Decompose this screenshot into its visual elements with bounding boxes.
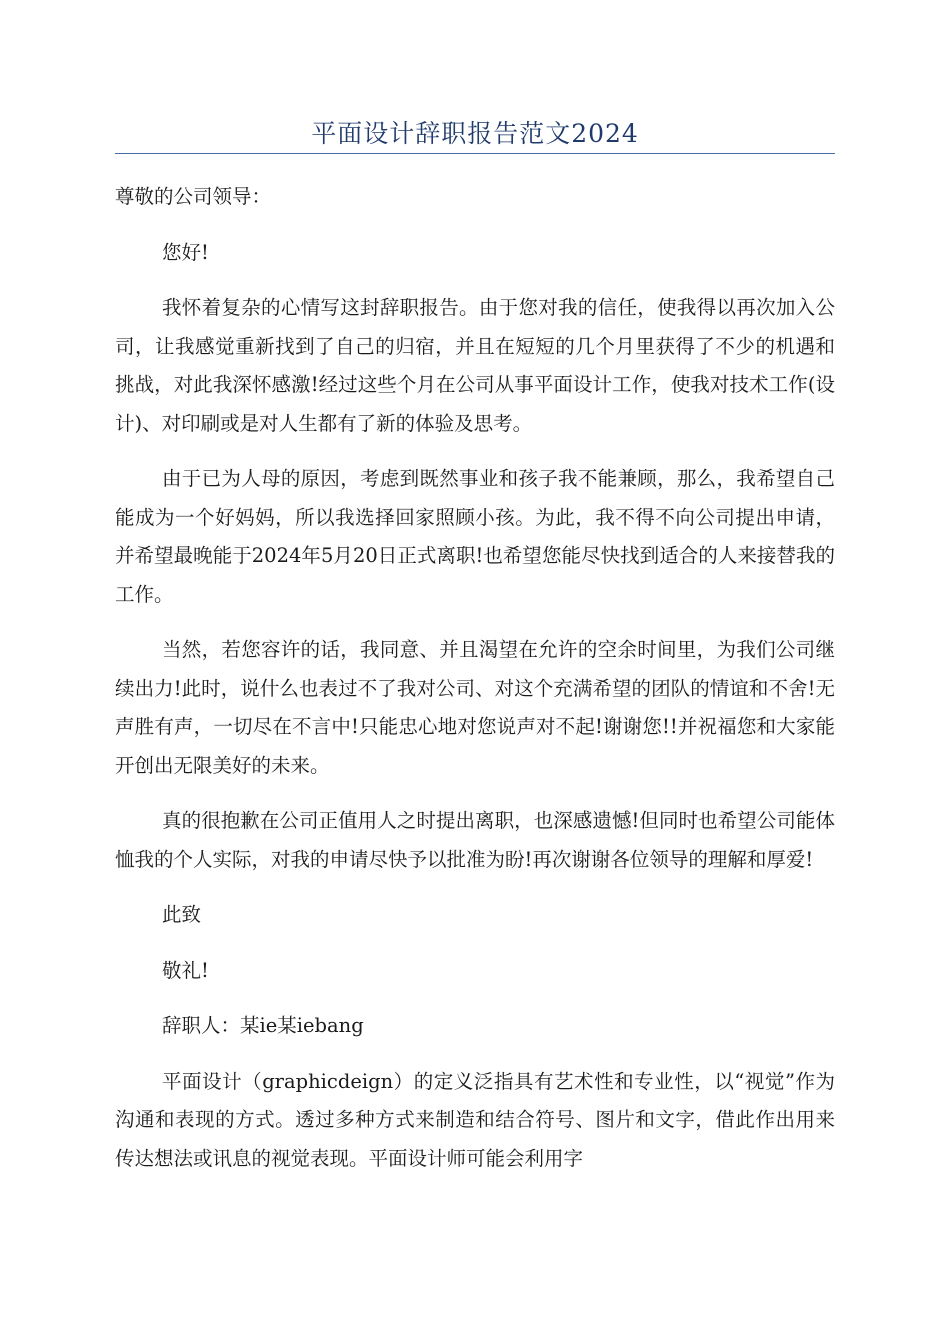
- closing-line-2: 敬礼!: [162, 958, 209, 982]
- definition-paragraph: 平面设计（graphicdeign）的定义泛指具有艺术性和专业性，以“视觉”作为沟通和表现的方式。透过多种方式来制造和结合符号、图片和文字，借此作出用来传达想法或讯息的视觉表现。平面设计师可能会利用字: [115, 1069, 835, 1170]
- greeting: 您好!: [162, 240, 209, 264]
- paragraph-4: 真的很抱歉在公司正值用人之时提出离职，也深感遗憾!但同时也希望公司能体恤我的个人实际，对我的申请尽快予以批准为盼!再次谢谢各位领导的理解和厚爱!: [115, 809, 835, 871]
- title-underline: [115, 153, 835, 154]
- signature: 辞职人：某ie某iebang: [162, 1014, 364, 1037]
- salutation: 尊敬的公司领导：: [115, 185, 272, 208]
- document-title: 平面设计辞职报告范文2024: [311, 119, 639, 148]
- closing-line-1: 此致: [162, 903, 202, 926]
- paragraph-1: 我怀着复杂的心情写这封辞职报告。由于您对我的信任，使我得以再次加入公司，让我感觉重新找到了自己的归宿，并且在短短的几个月里获得了不少的机遇和挑战，对此我深怀感激!经过这些个月在公司从事平面设计工作，使我对技术工作(设计)、对印刷或是对人生都有了新的体验及思考。: [115, 296, 835, 435]
- paragraph-3: 当然，若您容许的话，我同意、并且渴望在允许的空余时间里，为我们公司继续出力!此时，说什么也表过不了我对公司、对这个充满希望的团队的情谊和不舍!无声胜有声，一切尽在不言中!只能忠心地对您说声对不起!谢谢您!!并祝福您和大家能开创出无限美好的未来。: [115, 638, 835, 777]
- document-body: [115, 178, 835, 1195]
- paragraph-2: 由于已为人母的原因，考虑到既然事业和孩子我不能兼顾，那么，我希望自己能成为一个好妈妈，所以我选择回家照顾小孩。为此，我不得不向公司提出申请，并希望最晚能于2024年5月20日正式离职!也希望您能尽快找到适合的人来接替我的工作。: [115, 467, 835, 606]
